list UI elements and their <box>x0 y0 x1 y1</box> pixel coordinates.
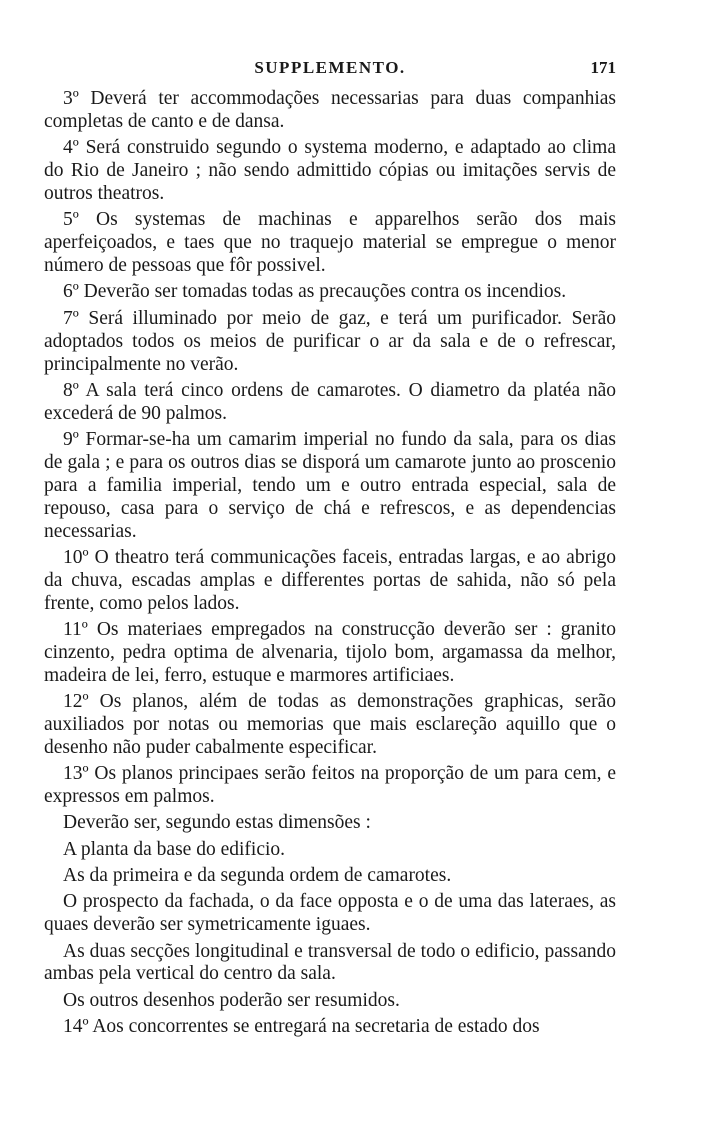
paragraph-12: 12º Os planos, além de todas as demonstrações graphicas, serão auxiliados por notas ou memorias que mais esclareção aquillo que o desenho não puder cabalmente especificar. <box>44 691 616 758</box>
paragraph-14: 14º Aos concorrentes se entregará na secretaria de estado dos <box>63 1016 540 1038</box>
paragraph-8: 8º A sala terá cinco ordens de camarotes. O diametro da platéa não excederá de 90 palmos. <box>44 379 616 424</box>
page-number: 171 <box>590 58 616 77</box>
page-body <box>44 88 616 1042</box>
paragraph-11: 11º Os materiaes empregados na construcção deverão ser : granito cinzento, pedra optima de alvenaria, tijolo bom, argamassa da melhor, madeira de lei, ferro, estuque e marmores artificiaes. <box>44 619 616 686</box>
paragraph-6: 6º Deverão ser tomadas todas as precauções contra os incendios. <box>63 281 567 303</box>
paragraph-9: 9º Formar-se-ha um camarim imperial no fundo da sala, para os dias de gala ; e para os outros dias se disporá um camarote junto ao proscenio para a familia imperial, tendo um e outro entrada especial, sala de repouso, casa para o serviço de chá e refrescos, e as dependencias necessarias. <box>44 429 616 542</box>
paragraph-4: 4º Será construido segundo o systema moderno, e adaptado ao clima do Rio de Janeiro ; não sendo admittido cópias ou imitações servis de outros theatros. <box>44 137 616 205</box>
paragraph-10: 10º O theatro terá communicações faceis, entradas largas, e ao abrigo da chuva, escadas amplas e differentes portas de sahida, não só pela frente, como pelos lados. <box>44 546 616 614</box>
drawing-item-plan: A planta da base do edificio. <box>63 838 286 860</box>
paragraph-7: 7º Será illuminado por meio de gaz, e terá um purificador. Serão adoptados todos os meios de purificar o ar da sala e de o refrescar, principalmente no verão. <box>44 307 616 375</box>
paragraph-13: 13º Os planos principaes serão feitos na proporção de um para cem, e expressos em palmos. <box>44 763 616 808</box>
drawings-intro: Deverão ser, segundo estas dimensões : <box>63 812 371 834</box>
drawing-item-boxes: As da primeira e da segunda ordem de camarotes. <box>63 865 452 887</box>
drawing-item-others: Os outros desenhos poderão ser resumidos. <box>63 989 400 1011</box>
paragraph-5: 5º Os systemas de machinas e apparelhos serão dos mais aperfeiçoados, e taes que no traquejo material se empregue o menor número de pessoas que fôr possivel. <box>44 209 616 277</box>
running-header <box>44 58 616 82</box>
drawing-item-facade: O prospecto da fachada, o da face opposta e o de uma das lateraes, as quaes deverão ser symetricamente iguaes. <box>44 891 616 936</box>
drawing-item-sections: As duas secções longitudinal e transversal de todo o edificio, passando ambas pela vertical do centro da sala. <box>44 940 616 985</box>
paragraph-3: 3º Deverá ter accommodações necessarias para duas companhias completas de canto e de dansa. <box>44 88 616 132</box>
running-title: SUPPLEMENTO. <box>254 58 406 77</box>
